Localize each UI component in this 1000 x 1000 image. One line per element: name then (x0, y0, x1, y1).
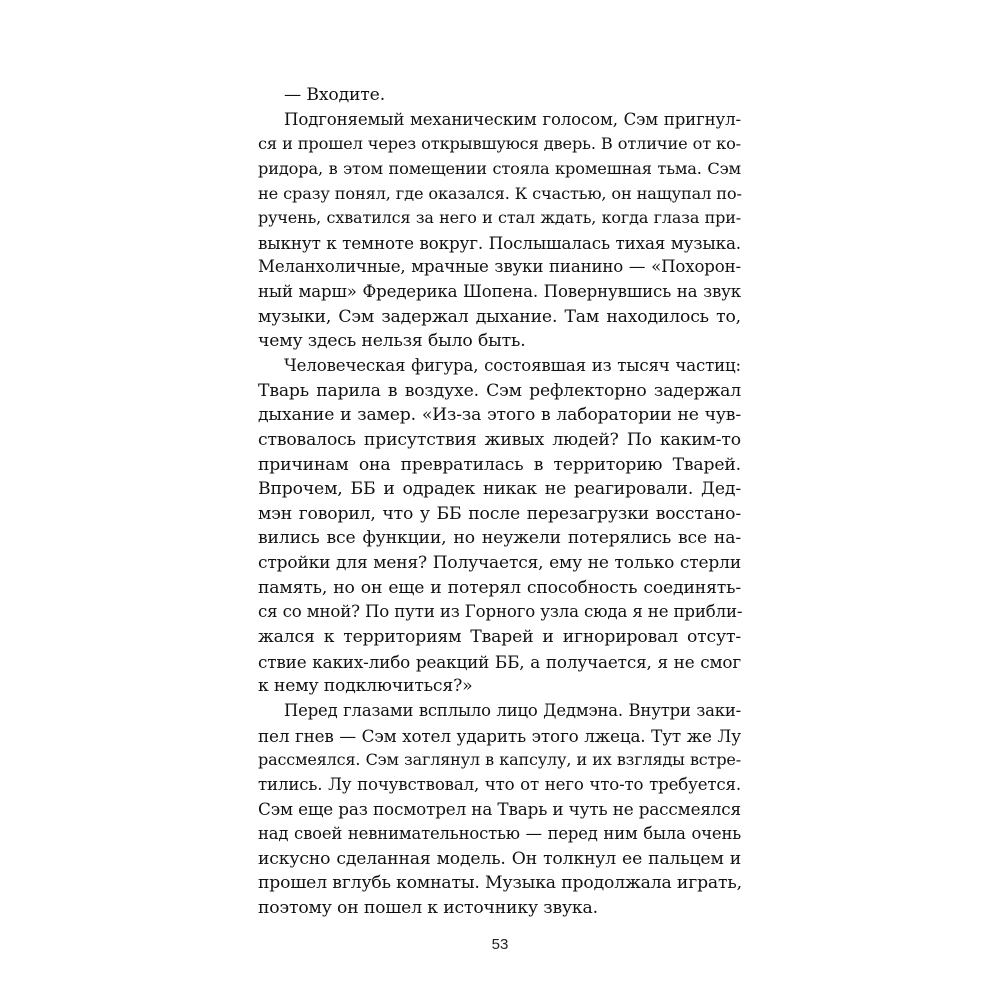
text-line: Меланхоличные, мрачные звуки пианино — «Похорон- (258, 257, 741, 277)
text-line: тились. Лу почувствовал, что от него что-то требуется. (258, 774, 741, 794)
text-line: не сразу понял, где оказался. К счастью, он нащупал по- (258, 183, 742, 203)
text-line: музыки, Сэм задержал дыхание. Там находилось то, (258, 306, 741, 327)
text-line: прошел вглубь комнаты. Музыка продолжала играть, (258, 873, 742, 894)
text-line: пел гнев — Сэм хотел ударить этого лжеца. Тут же Лу (258, 725, 741, 746)
text-line: стройки для меня? Получается, ему не только стерли (258, 553, 741, 574)
text-line: поэтому он пошел к источнику звука. (258, 898, 598, 918)
text-line: Тварь парила в воздухе. Сэм рефлекторно задержал (258, 380, 741, 401)
text-line: к нему подключиться?» (258, 676, 473, 697)
text-line: жался к территориям Тварей и игнорировал отсут- (258, 627, 741, 647)
text-line: вились все функции, но неужели потерялись все на- (258, 528, 741, 549)
text-line: Подгоняемый механическим голосом, Сэм пригнул- (284, 109, 741, 129)
page-number: 53 (491, 936, 509, 953)
text-line: над своей невнимательностью — перед ним была очень (258, 824, 741, 844)
text-line: — Входите. (284, 85, 386, 105)
text-line: рассмеялся. Сэм заглянул в капсулу, и их взгляды встре- (258, 750, 741, 770)
text-line: Перед глазами всплыло лицо Дедмэна. Внутри заки- (284, 700, 741, 720)
text-line: причинам она превратилась в территорию Тварей. (258, 454, 741, 475)
text-line: ствовалось присутствия живых людей? По каким-то (258, 429, 741, 450)
text-line: ствие каких-либо реакций ББ, а получается, я не смог (258, 651, 741, 672)
text-line: дыхание и замер. «Из-за этого в лаборатории не чув- (258, 405, 741, 426)
text-line: ный марш» Фредерика Шопена. Повернувшись на звук (258, 282, 741, 302)
text-line: ридора, в этом помещении стояла кромешная тьма. Сэм (258, 158, 741, 178)
text-line: чему здесь нельзя было быть. (258, 331, 526, 352)
text-line: мэн говорил, что у ББ после перезагрузки восстано- (258, 503, 741, 524)
text-line: Человеческая фигура, состоявшая из тысяч частиц: (284, 356, 741, 375)
text-line: Сэм еще раз посмотрел на Тварь и чуть не рассмеялся (258, 799, 741, 820)
text-line: Впрочем, ББ и одрадек никак не реагировали. Дед- (258, 479, 741, 500)
text-line: искусно сделанная модель. Он толкнул ее пальцем и (258, 848, 741, 869)
text-line: ся и прошел через открывшуюся дверь. В отличие от ко- (258, 134, 741, 154)
text-line: память, но он еще и потерял способность соединять- (258, 577, 741, 598)
text-line: выкнут к темноте вокруг. Послышалась тихая музыка. (258, 232, 741, 253)
text-line: ся со мной? По пути из Горного узла сюда я не прибли- (258, 602, 743, 622)
text-line: ручень, схватился за него и стал ждать, когда глаза при- (258, 208, 741, 228)
